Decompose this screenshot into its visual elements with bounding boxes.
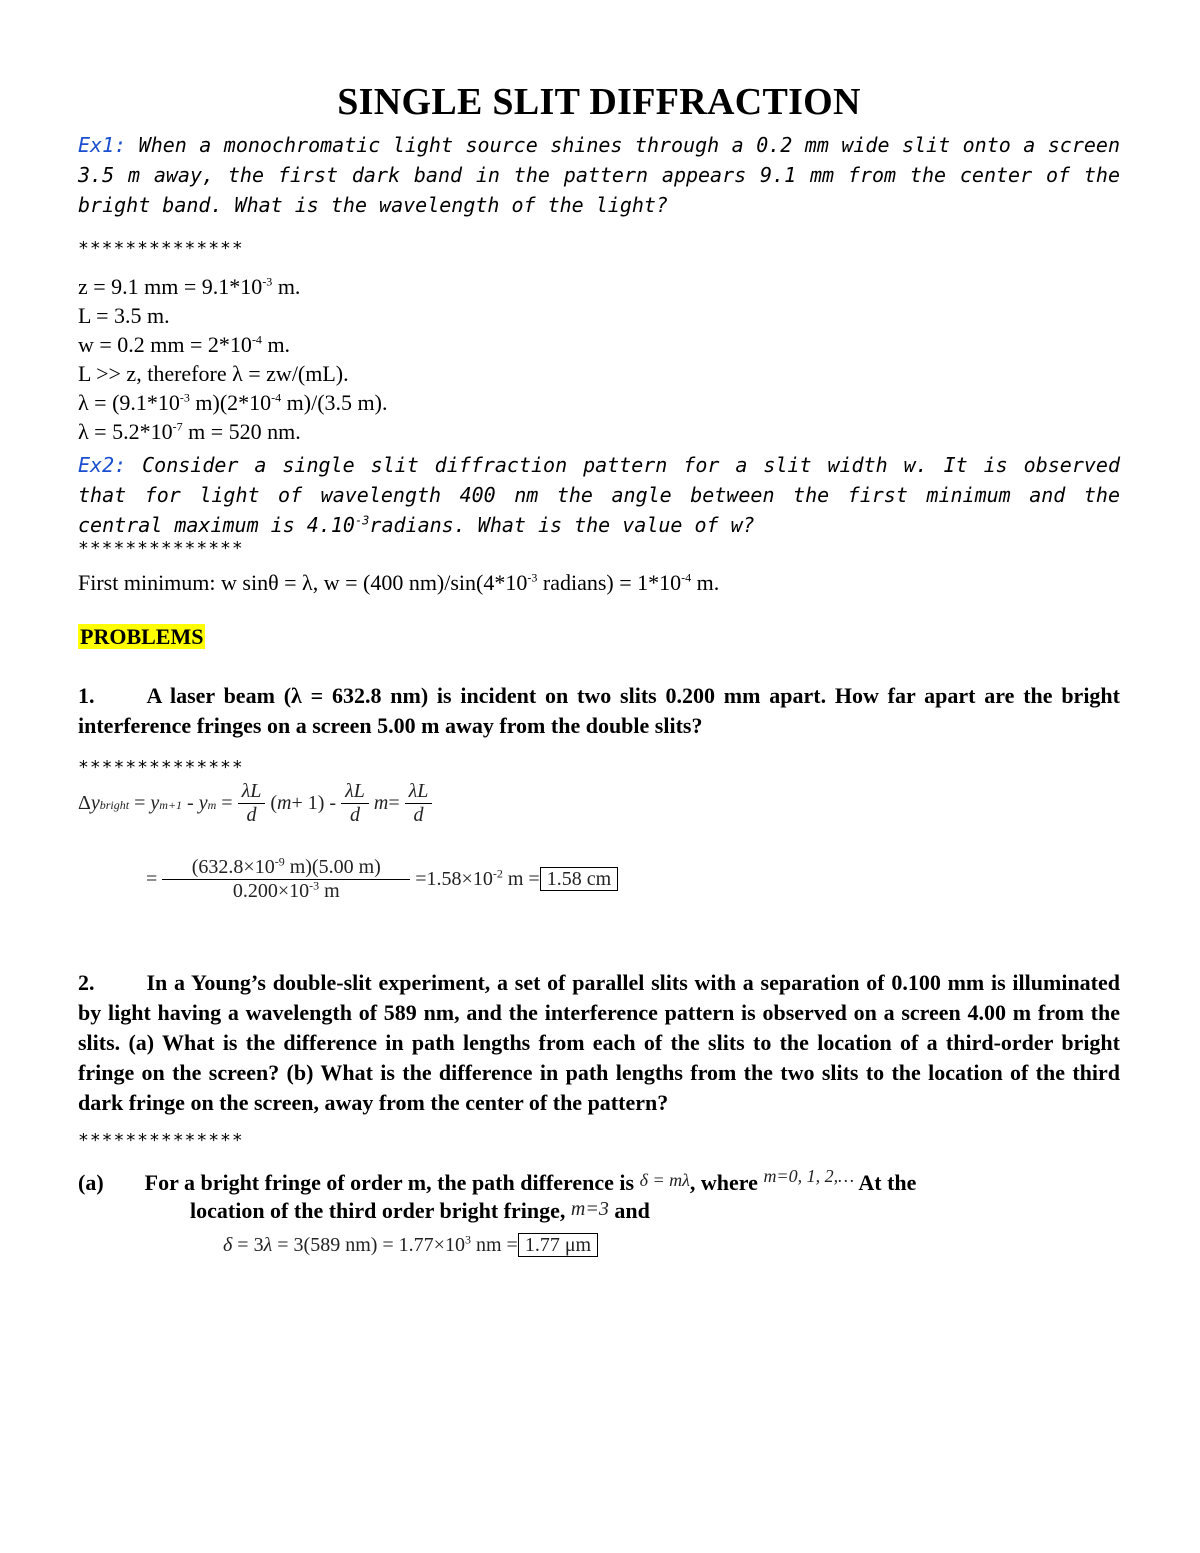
- ex1-step-6: $\lambda = 5.2*10^{-7}$ m = 520 nm.: [78, 419, 301, 444]
- ex2-stars: **************: [78, 538, 244, 559]
- problem-1-stars: **************: [78, 757, 244, 778]
- problem-1-result: 1.58 cm: [540, 867, 618, 891]
- ex1-question: [78, 130, 1120, 220]
- ex1-label: Ex1:: [78, 133, 127, 157]
- problem-2-result: 1.77 μm: [518, 1233, 598, 1257]
- ex2-answer: First minimum: w sinθ = λ, w = (400 $nm)/\sin(4*10^{-3}$ radians) = $1*10^{-4}$ m.: [78, 570, 720, 595]
- ex1-step-5: $\lambda = (9.1*10^{-3}$ $m)(2*10^{-4}$ m)/(3.5 m).: [78, 390, 388, 415]
- ex2-label: Ex2:: [78, 453, 127, 477]
- problem-2-part-a-line2: location of the third order bright fringe, m=3 and: [190, 1198, 650, 1223]
- problem-1: [78, 681, 1120, 741]
- ex1-stars: **************: [78, 238, 244, 259]
- ex1-step-1: z = 9.1 mm = $9.1*10^{-3}$ m.: [78, 274, 301, 299]
- problem-2-text: In a Young’s double-slit experiment, a set of parallel slits with a separation of 0.100 mm is illuminated by light having a wavelength of 589 nm, and the interference pattern is observed on a screen 4.00 m from the slits. (a) What is the difference in path lengths from each of the slits to the location of a third-order bright fringe on the screen? (b) What is the difference in path lengths from the two slits to the location of the third dark fringe on the screen, away from the center of the pattern?: [78, 970, 1120, 1115]
- problem-2-stars: **************: [78, 1130, 244, 1151]
- problem-2-part-a: (a) For a bright fringe of order m, the path difference is δ = mλ, where $^{m=0, 1, 2,\dots}$ At the: [78, 1166, 917, 1195]
- problem-2-number: 2.: [78, 970, 95, 995]
- problem-2: [78, 968, 1120, 1118]
- ex1-step-2: L = 3.5 m.: [78, 303, 170, 328]
- ex2-question: Ex2: Consider a single slit diffraction pattern for a slit width w. It is observed that for light of wavelength 400 nm the angle between the first minimum and the central maximum is $4.10^{-3}radians$. What is the value of w?: [78, 453, 1120, 537]
- problem-1-number: 1.: [78, 683, 95, 708]
- page-title: SINGLE SLIT DIFFRACTION: [337, 81, 861, 123]
- problem-1-text: A laser beam (λ = 632.8 nm) is incident on two slits 0.200 mm apart. How far apart are the bright interference fringes on a screen 5.00 m away from the double slits?: [78, 683, 1120, 738]
- problem-1-equation-2: = $\frac{(632.8\times 10^{-9} m)(5.00 m)}{0.200\times 10^{-3} m}$ $=1.58\times 10^{-2}$ m = 1.58 cm: [146, 856, 618, 903]
- ex1-step-4: L >> z, therefore λ = zw/(mL).: [78, 361, 349, 386]
- ex1-question-text: When a monochromatic light source shines through a 0.2 mm wide slit onto a screen 3.5 m away, the first dark band in the pattern appears 9.1 mm from the center of the bright band. What is the wavelength of the light?: [78, 133, 1121, 217]
- problems-heading: PROBLEMS: [80, 624, 204, 649]
- problem-1-equation-1: Δybright = ym+1 - ym = $\frac{\lambda L}{d}$ (m+ 1) - $\frac{\lambda L}{d}$ m= $\frac{\lambda L}{d}$: [78, 780, 432, 827]
- part-a-label: (a): [78, 1170, 104, 1195]
- ex1-step-3: w = 0.2 mm = $2*10^{-4}$ m.: [78, 332, 291, 357]
- problem-2-equation: δ = 3λ = 3(589 $nm) = 1.77\times 10^3$ nm = 1.77 μm: [223, 1234, 598, 1257]
